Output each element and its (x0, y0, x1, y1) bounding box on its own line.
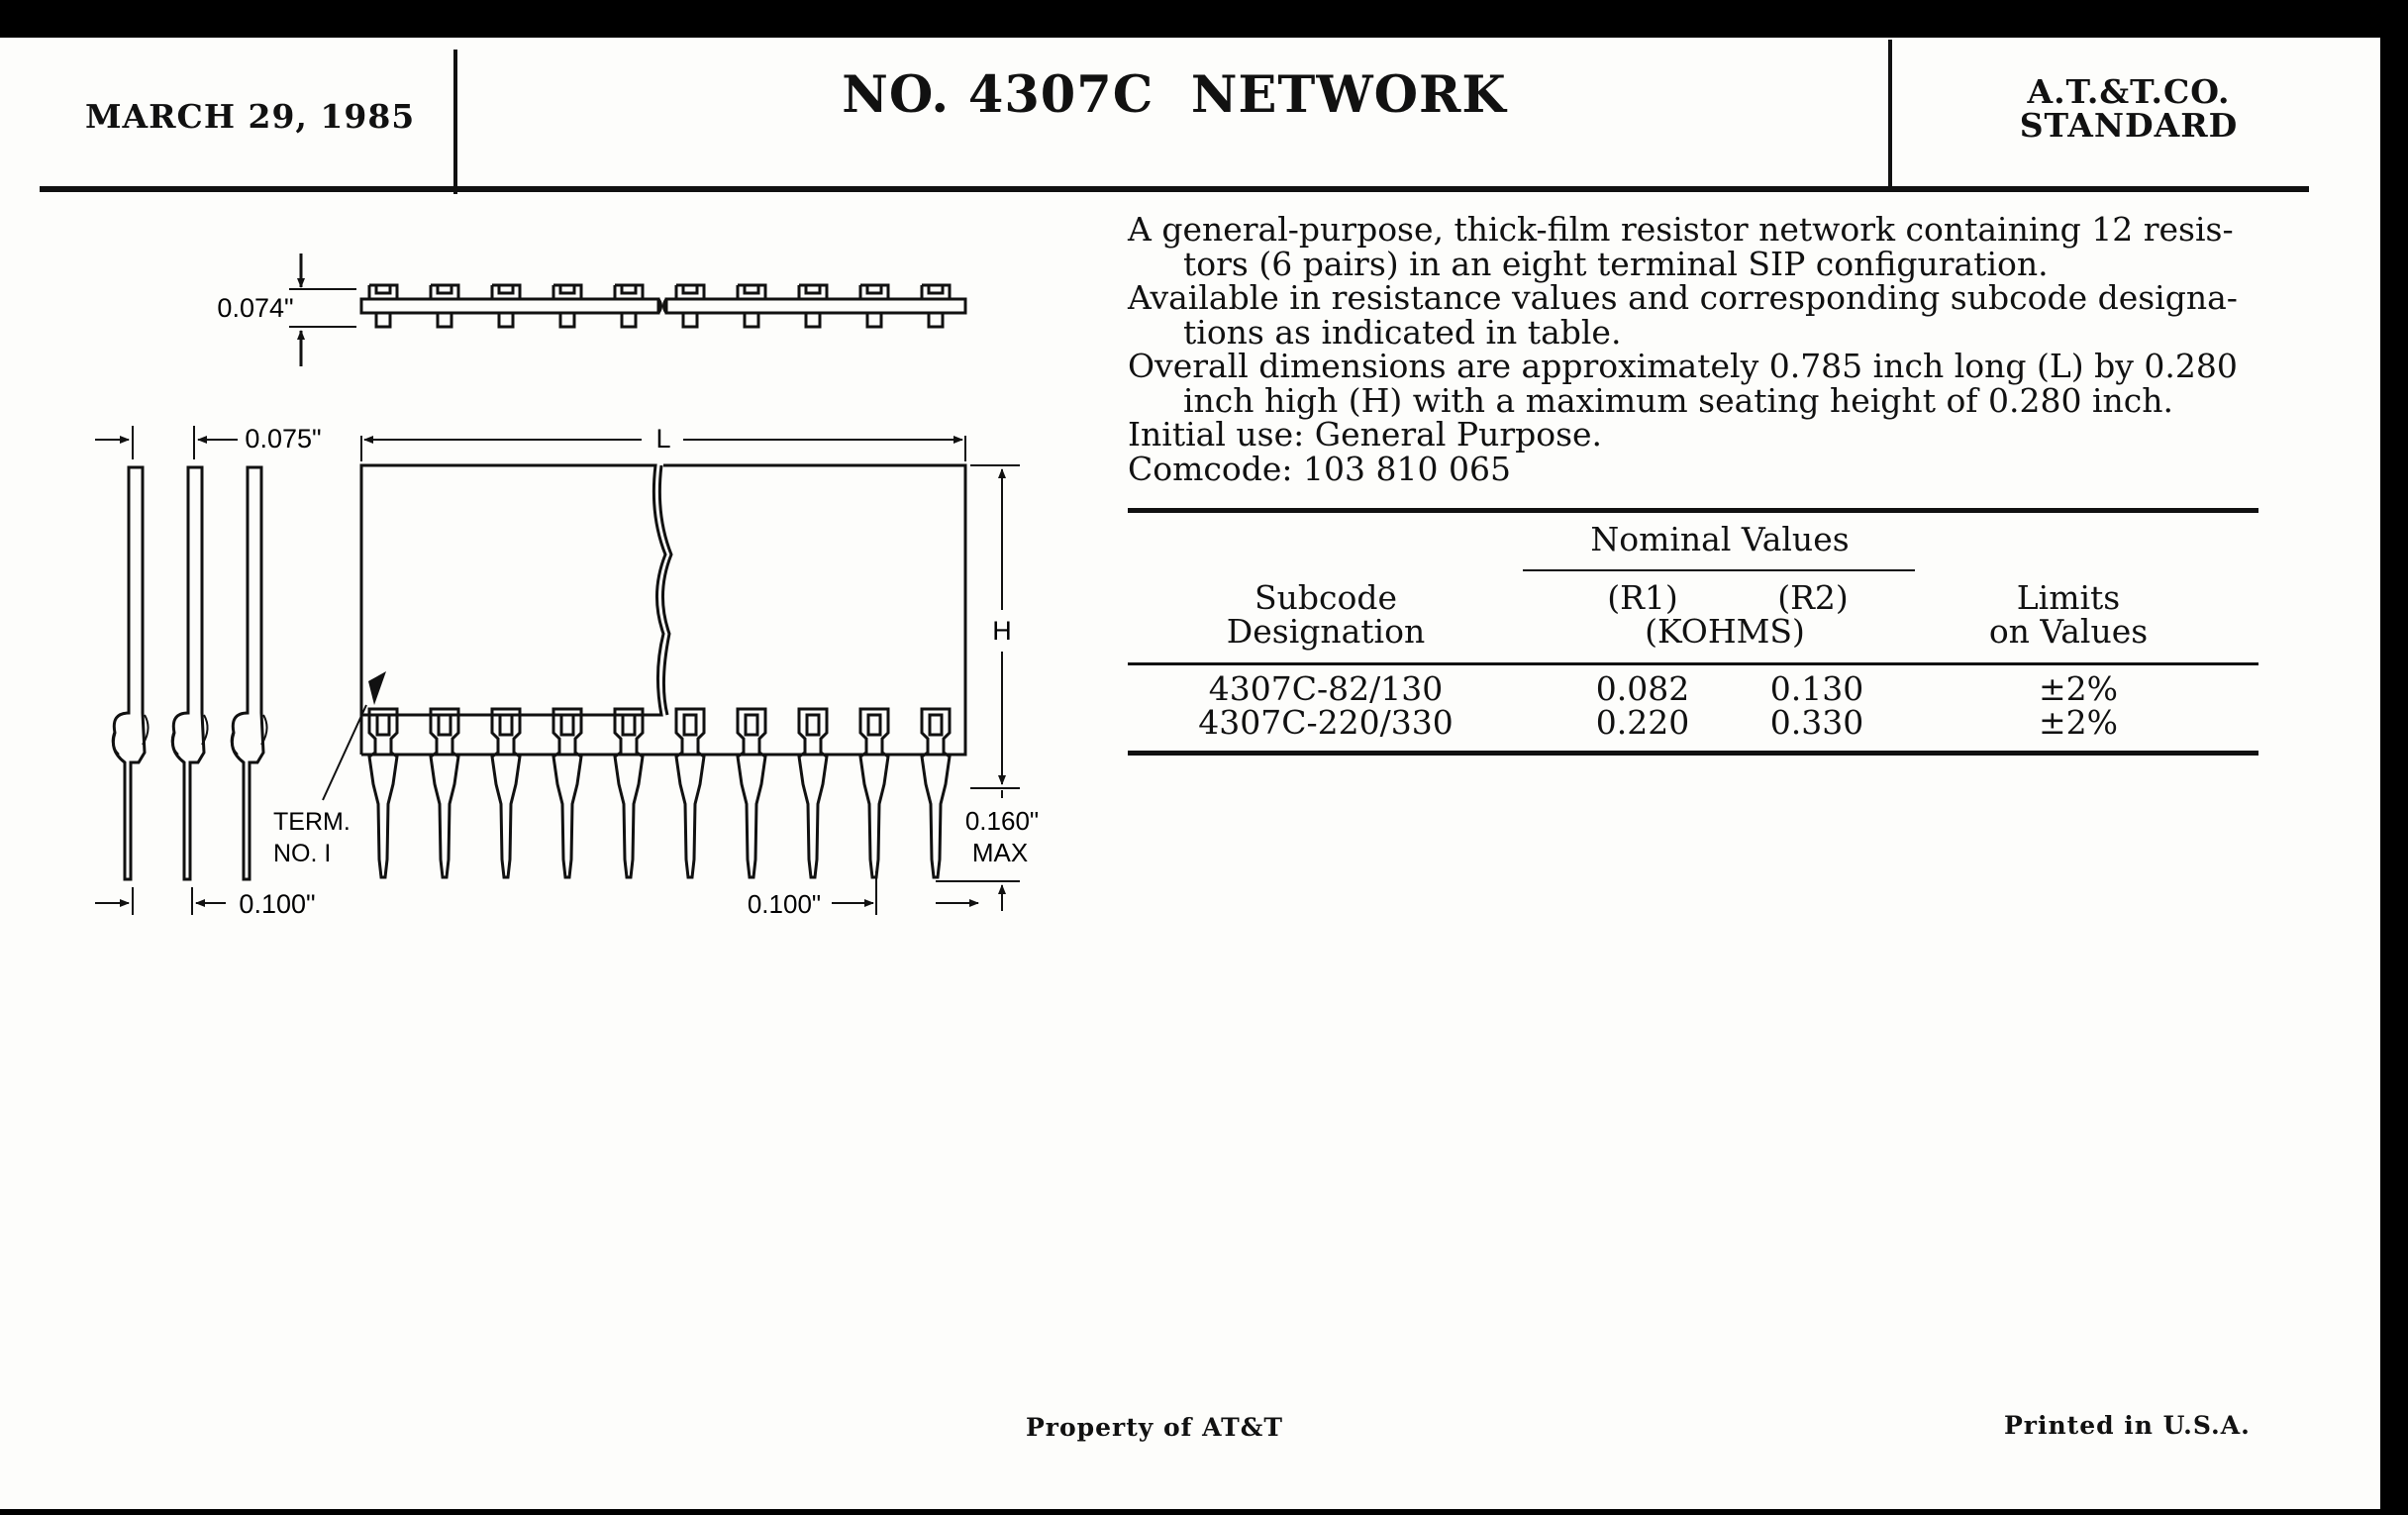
top-view-pin (492, 285, 520, 327)
front-view-pin (369, 709, 397, 877)
cell-subcode: 4307C-220/330 (1198, 703, 1454, 742)
cell-r1: 0.220 (1595, 703, 1690, 742)
top-view-body-left (361, 299, 658, 313)
issue-date: MARCH 29, 1985 (85, 97, 416, 136)
col-limits-heading-2: on Values (1988, 612, 2149, 651)
cell-r1: 0.082 (1595, 669, 1690, 708)
pin1-marker-icon (368, 671, 386, 705)
desc-line-3a: Overall dimensions are approximately 0.785 inch long (L) by 0.280 (1128, 347, 2238, 385)
front-body-left (361, 465, 665, 715)
side-pin (113, 467, 149, 879)
dim-seating-label-2: MAX (971, 838, 1029, 867)
top-view-pin (860, 285, 888, 327)
front-view-pin (553, 709, 581, 877)
term1-label-1: TERM. (273, 808, 351, 836)
top-view-pin (369, 285, 397, 327)
side-view (113, 467, 267, 879)
front-view-pins (369, 709, 950, 877)
front-view (361, 465, 965, 877)
front-view-pin (615, 709, 643, 877)
cell-limit: ±2% (2038, 669, 2118, 708)
dim-length-label: L (655, 424, 671, 454)
top-view-pin (738, 285, 765, 327)
front-view-pin (431, 709, 458, 877)
printed-notice: Printed in U.S.A. (2004, 1411, 2251, 1440)
top-view-pin (431, 285, 458, 327)
front-view-pin (492, 709, 520, 877)
col-unit-heading: (KOHMS) (1645, 612, 1805, 651)
top-view-body-right (666, 299, 965, 313)
standard-line-2: STANDARD (2019, 106, 2239, 145)
side-pin (172, 467, 208, 879)
term1-label-2: NO. I (273, 840, 332, 867)
front-view-pin (799, 709, 827, 877)
dim-seating-label-1: 0.160" (964, 806, 1040, 836)
col-subcode-heading-2: Designation (1226, 612, 1426, 651)
top-view-pin (676, 285, 704, 327)
desc-line-1b: tors (6 pairs) in an eight terminal SIP configuration. (1183, 244, 2049, 283)
desc-line-2a: Available in resistance values and corresponding subcode designa- (1128, 278, 2238, 317)
property-notice: Property of AT&T (1026, 1413, 1283, 1442)
col-limits-heading-1: Limits (2016, 578, 2121, 617)
pitch-dimension-bottom (832, 871, 876, 915)
front-view-pin (922, 709, 950, 877)
col-r2-heading: (R2) (1777, 578, 1849, 617)
nominal-values-heading: Nominal Values (1590, 520, 1850, 558)
front-view-pin (676, 709, 704, 877)
dim-pitch-bottom-label: 0.100" (747, 889, 822, 919)
desc-line-2b: tions as indicated in table. (1183, 312, 1622, 352)
front-view-pin (738, 709, 765, 877)
side-pin (232, 467, 267, 879)
description-para-5: Comcode: 103 810 065 (1128, 449, 1511, 488)
dim-pitch-left-label: 0.100" (239, 889, 316, 919)
cell-limit: ±2% (2038, 703, 2118, 742)
front-break-line (659, 465, 671, 715)
front-view-pin (860, 709, 888, 877)
top-view (289, 253, 965, 366)
top-view-break (658, 299, 666, 313)
top-view-pin (799, 285, 827, 327)
description-para-4: Initial use: General Purpose. (1128, 415, 1603, 454)
cell-subcode: 4307C-82/130 (1208, 669, 1444, 708)
side-dimensions (95, 426, 238, 915)
col-subcode-heading-1: Subcode (1254, 578, 1397, 617)
dim-pin-width-label: 0.075" (245, 424, 322, 454)
top-view-pin (553, 285, 581, 327)
desc-line-1a: A general-purpose, thick-film resistor network containing 12 resis- (1128, 210, 2234, 249)
cell-r2: 0.130 (1769, 669, 1864, 708)
top-view-pin (615, 285, 643, 327)
cell-r2: 0.330 (1769, 703, 1864, 742)
top-view-pin (922, 285, 950, 327)
page-title: NO. 4307C NETWORK (842, 65, 1507, 125)
dim-height-label: H (992, 616, 1012, 646)
col-r1-heading: (R1) (1607, 578, 1678, 617)
term1-leader-line (323, 705, 366, 800)
desc-line-3b: inch high (H) with a maximum seating height of 0.280 inch. (1183, 380, 2174, 420)
dim-thickness-label: 0.074" (217, 293, 294, 323)
standard-line-1: A.T.&T.CO. (2027, 72, 2231, 111)
